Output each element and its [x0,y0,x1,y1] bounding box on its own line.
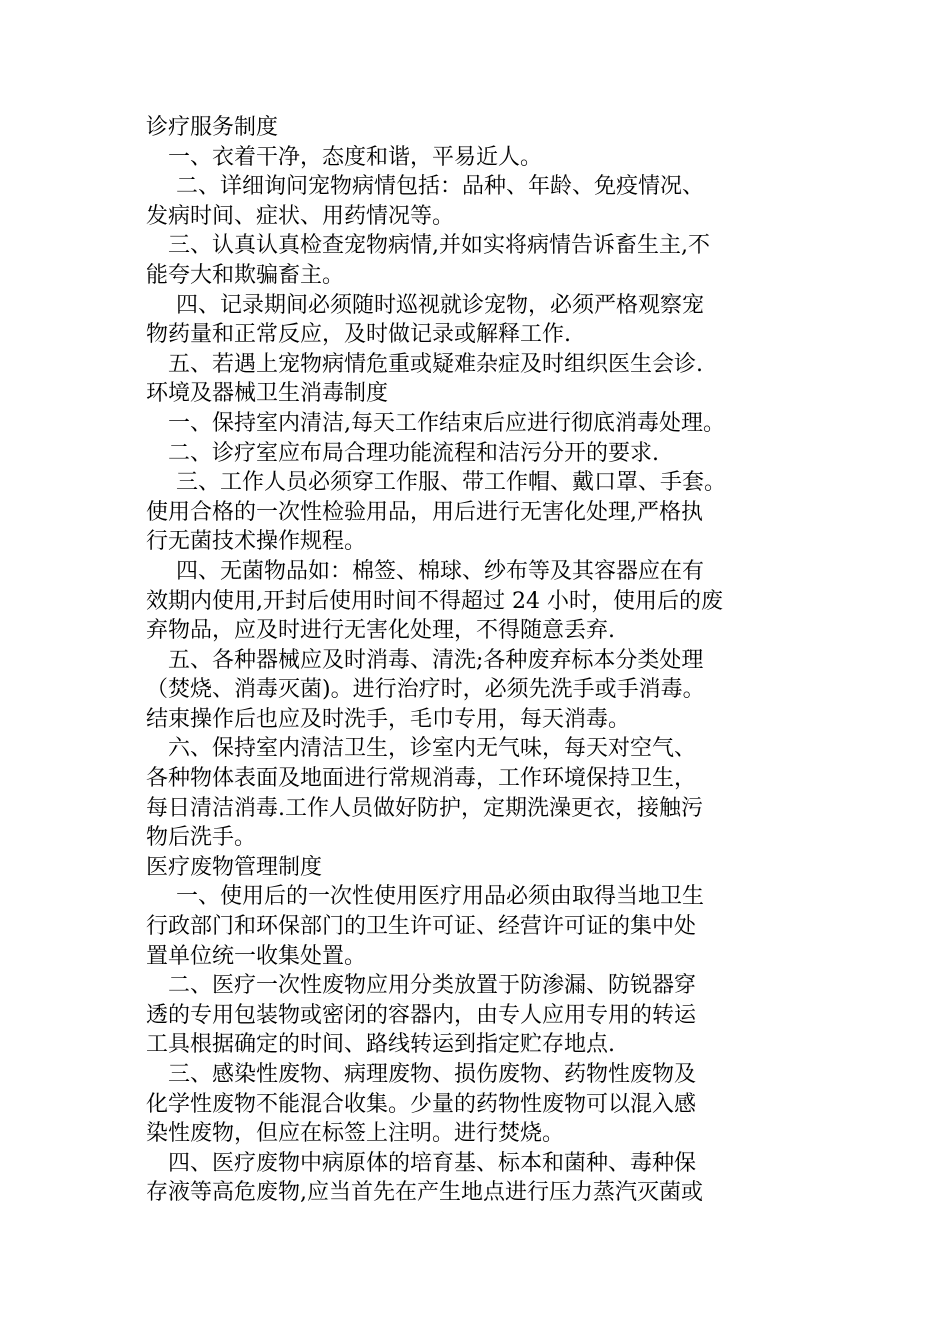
section-title-disinfection: 环境及器械卫生消毒制度 [146,381,389,407]
text-line: 一、保持室内清洁,每天工作结束后应进行彻底消毒处理。 [168,410,725,436]
text-line: 结束操作后也应及时洗手，毛巾专用，每天消毒。 [146,706,631,732]
text-line: 使用合格的一次性检验用品，用后进行无害化处理,严格执 [146,499,703,525]
text-line: 化学性废物不能混合收集。少量的药物性废物可以混入感 [146,1091,697,1117]
text-line: 染性废物，但应在标签上注明。进行焚烧。 [146,1121,565,1147]
text-line: 二、诊疗室应布局合理功能流程和洁污分开的要求. [168,440,659,466]
text-line: 弃物品，应及时进行无害化处理，不得随意丢弃. [146,618,615,644]
text-line: 每日清洁消毒.工作人员做好防护，定期洗澡更衣，接触污 [146,795,703,821]
text-line: 各种物体表面及地面进行常规消毒，工作环境保持卫生， [146,766,697,792]
text-line: 三、认真认真检查宠物病情,并如实将病情告诉畜生主,不 [168,233,710,259]
text-line: 二、详细询问宠物病情包括：品种、年龄、免疫情况、 [176,174,705,200]
text-line: 四、无菌物品如：棉签、棉球、纱布等及其容器应在有 [176,558,705,584]
text-line: 五、各种器械应及时消毒、清洗;各种废弃标本分类处理 [168,647,704,673]
text-line: 一、使用后的一次性使用医疗用品必须由取得当地卫生 [176,884,705,910]
text-line: 一、衣着干净，态度和谐，平易近人。 [168,144,543,170]
text-line: 三、感染性废物、病理废物、损伤废物、药物性废物及 [168,1062,697,1087]
text-line: 物药量和正常反应，及时做记录或解释工作. [146,322,571,348]
text-line: 存液等高危废物,应当首先在产生地点进行压力蒸汽灭菌或 [146,1180,703,1206]
document-body [146,113,816,1208]
text-line: 能夸大和欺骗畜主。 [146,262,345,288]
text-line: 五、若遇上宠物病情危重或疑难杂症及时组织医生会诊. [168,351,703,377]
text-line: 六、保持室内清洁卫生，诊室内无气味，每天对空气、 [168,736,697,762]
text-line: 发病时间、症状、用药情况等。 [146,203,455,229]
text-line: 效期内使用,开封后使用时间不得超过 24 小时，使用后的废 [146,588,723,614]
text-line: 行政部门和环保部门的卫生许可证、经营许可证的集中处 [146,914,697,940]
section-title-diagnosis-service: 诊疗服务制度 [146,115,279,140]
section-title-medical-waste: 医疗废物管理制度 [146,854,323,880]
text-line: 物后洗手。 [146,825,257,851]
text-line: 行无菌技术操作规程。 [146,529,367,555]
text-line: 透的专用包装物或密闭的容器内，由专人应用专用的转运 [146,1002,697,1028]
text-line: （焚烧、消毒灭菌)。进行治疗时，必须先洗手或手消毒。 [146,677,705,703]
text-line: 工具根据确定的时间、路线转运到指定贮存地点. [146,1032,615,1058]
text-line: 四、医疗废物中病原体的培育基、标本和菌种、毒种保 [168,1150,697,1176]
text-line: 置单位统一收集处置。 [146,943,367,969]
text-line: 三、工作人员必须穿工作服、带工作帽、戴口罩、手套。 [176,470,727,496]
text-line: 四、记录期间必须随时巡视就诊宠物，必须严格观察宠 [176,292,705,318]
text-line: 二、医疗一次性废物应用分类放置于防渗漏、防锐器穿 [168,973,697,999]
